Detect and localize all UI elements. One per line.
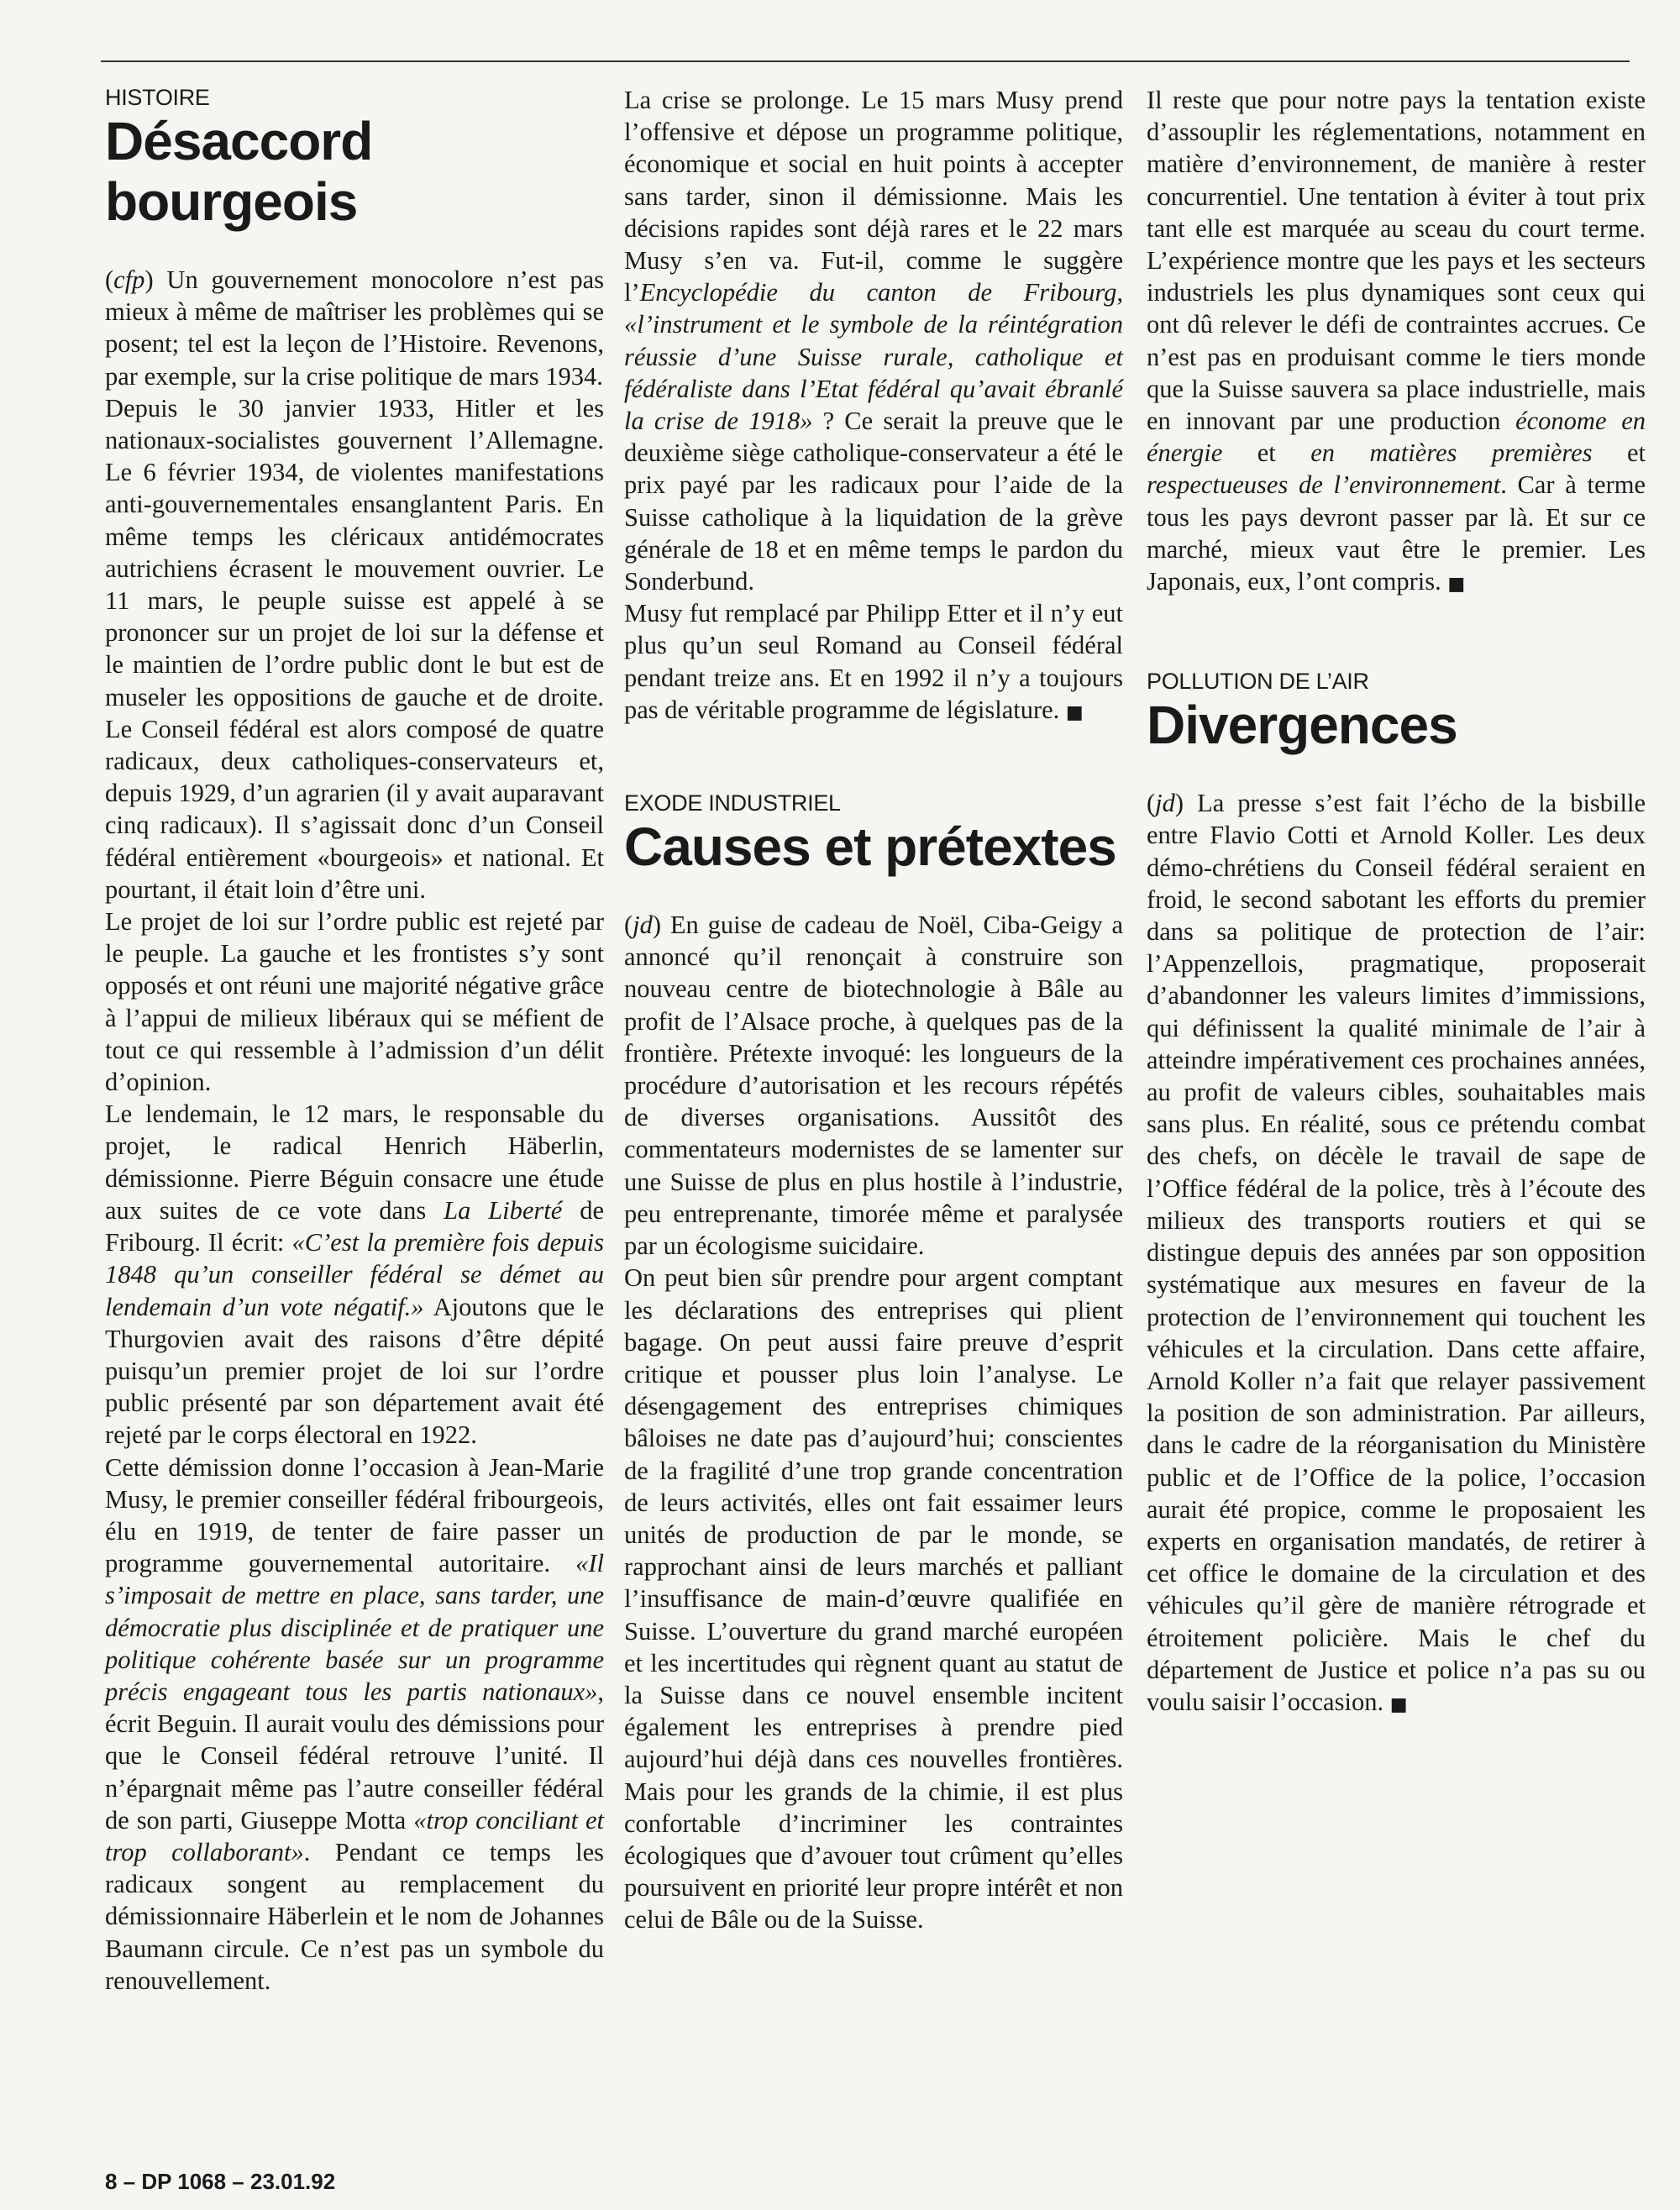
- article1-headline: Désaccord bourgeois: [105, 111, 373, 232]
- author-tag: jd: [1155, 789, 1175, 818]
- author-tag: jd: [633, 911, 653, 940]
- article1-paragraph: Depuis le 30 janvier 1933, Hitler et les nationaux-socialistes gouvernent l’Allemagne. Le 6 février 1934, de violentes manifestations anti-gouvernementales ensanglantent Paris. En même temps les cléricaux antidémocrates autrichiens écrasent le mouvement ouvrier. Le 11 mars, le peuple suisse est appelé à se prononcer sur un projet de loi sur la défense et le maintien de l’ordre public dont le but est de museler les oppositions de gauche et de droite. Le Conseil fédéral est alors composé de quatre radicaux, deux catholiques-conservateurs et, depuis 1929, d’un agrarien (il y avait auparavant cinq radicaux). Il s’agissait donc d’un Conseil fédéral entièrement «bourgeois» et national. Et pourtant, il était loin d’être uni.: [105, 393, 604, 904]
- top-rule: [101, 60, 1630, 62]
- end-mark: ■: [1389, 1693, 1408, 1715]
- column-3: [1147, 84, 1646, 1721]
- article2-paragraph: (jd) En guise de cadeau de Noël, Ciba-Geigy a annoncé qu’il renonçait à construire son nouveau centre de biotechnologie à Bâle au profit de l’Alsace proche, à quelques pas de la frontière. Prétexte invoqué: les longueurs de la procédure d’autorisation et les recours répétés de diverses organisations. Aussitôt des commentateurs modernistes de se lamenter sur une Suisse de plus en plus hostile à l’industrie, peu entreprenante, timorée même et paralysée par un écologisme suicidaire.: [624, 911, 1123, 1261]
- article3-kicker: POLLUTION DE L’AIR: [1147, 669, 1369, 695]
- article3-paragraph: (jd) La presse s’est fait l’écho de la bisbille entre Flavio Cotti et Arnold Koller. Les deux démo-chrétiens du Conseil fédéral seraient en froid, le second sabotant les efforts du premier dans sa politique de protection de l’air: l’Appenzellois, pragmatique, proposerait d’abandonner les valeurs limites d’immissions, qui définissent la qualité minimale de l’air à atteindre impérativement ces prochaines années, au profit de valeurs cibles, souhaitables mais sans plus. En réalité, sous ce prétendu combat des chefs, on décèle le travail de sape de l’Office fédéral de la police, très à l’écoute des milieux des transports routiers et qui se distingue depuis des années par son opposition systématique aux mesures en faveur de la protection de l’environnement qui touchent les véhicules et la circulation. Dans cette affaire, Arnold Koller n’a fait que relayer passivement la position de son administration. Par ailleurs, dans le cadre de la réorganisation du Ministère public et de l’Office de la police, l’occasion aurait été propice, comme le proposaient les experts en organisation mandatés, de retirer à cet office le domaine de la circulation et des véhicules qu’il gère de manière rétrograde et étroitement policière. Mais le chef du département de Justice et police n’a pas su ou voulu saisir l’occasion. ■: [1147, 789, 1646, 1716]
- column-2: [624, 84, 1123, 1936]
- article1-paragraph: Cette démission donne l’occasion à Jean-Marie Musy, le premier conseiller fédéral fribourgeois, élu en 1919, de tenter de faire passer un programme gouvernemental autoritaire. «Il s’imposait de mettre en place, sans tarder, une démocratie plus disciplinée et de pratiquer une politique cohérente basée sur un programme précis engageant tous les partis nationaux», écrit Beguin. Il aurait voulu des démissions pour que le Conseil fédéral retrouve l’unité. Il n’épargnait même pas l’autre conseiller fédéral de son parti, Giuseppe Motta «trop conciliant et trop collaborant». Pendant ce temps les radicaux songent au remplacement du démissionnaire Häberlein et le nom de Johannes Baumann circule. Ce n’est pas un symbole du renouvellement.: [105, 1452, 604, 1995]
- end-mark: ■: [1447, 574, 1466, 596]
- column-1: [105, 84, 604, 1997]
- article1-paragraph: (cfp) Un gouvernement monocolore n’est pas mieux à même de maîtriser les problèmes qui se posent; tel est la leçon de l’Histoire. Revenons, par exemple, sur la crise politique de mars 1934.: [105, 265, 604, 391]
- article2-paragraph: Il reste que pour notre pays la tentation existe d’assouplir les réglementations, notamment en matière d’environnement, de manière à rester concurrentiel. Une tentation à éviter à tout prix tant elle est marquée au sceau du court terme. L’expérience montre que les pays et les secteurs industriels les plus dynamiques sont ceux qui ont dû relever le défi de contraintes accrues. Ce n’est pas en produisant comme le tiers monde que la Suisse sauvera sa place industrielle, mais en innovant par une production économe en énergie et en matières premières et respectueuses de l’environnement. Car à terme tous les pays devront passer par là. Et sur ce marché, mieux vaut être le premier. Les Japonais, eux, l’ont compris. ■: [1147, 86, 1646, 596]
- author-tag: cfp: [113, 265, 145, 294]
- article1-kicker: HISTOIRE: [105, 85, 210, 110]
- article2-headline: Causes et prétextes: [624, 816, 1116, 878]
- article1-paragraph: La crise se prolonge. Le 15 mars Musy prend l’offensive et dépose un programme politique, économique et social en huit points à accepter sans tarder, sinon il démissionne. Mais les décisions rapides sont déjà rares et le 22 mars Musy s’en va. Fut-il, comme le suggère l’Encyclopédie du canton de Fribourg, «l’instrument et le symbole de la réintégration réussie d’une Suisse rurale, catholique et fédéraliste dans l’Etat fédéral qu’avait ébranlé la crise de 1918» ? Ce serait la preuve que le deuxième siège catholique-conservateur a été le prix payé par les radicaux pour l’aide de la Suisse catholique à la liquidation de la grève générale de 18 et en même temps le pardon du Sonderbund.: [624, 86, 1123, 596]
- article1-paragraph: Le lendemain, le 12 mars, le responsable du projet, le radical Henrich Häberlin, démissionne. Pierre Béguin consacre une étude aux suites de ce vote dans La Liberté de Fribourg. Il écrit: «C’est la première fois depuis 1848 qu’un conseiller fédéral se démet au lendemain d’un vote négatif.» Ajoutons que le Thurgovien avait des raisons d’être dépité puisqu’un premier projet de loi sur l’ordre public présenté par son département avait été rejeté par le corps électoral en 1922.: [105, 1100, 605, 1450]
- end-mark: ■: [1065, 701, 1084, 723]
- page-footer: 8 – DP 1068 – 23.01.92: [105, 2169, 336, 2194]
- article2-kicker: EXODE INDUSTRIEL: [624, 790, 841, 816]
- article2-paragraph: On peut bien sûr prendre pour argent comptant les déclarations des entreprises qui plient bagage. On peut aussi faire preuve d’esprit critique et pousser plus loin l’analyse. Le désengagement des entreprises chimiques bâloises ne date pas d’aujourd’hui; conscientes de la fragilité d’une trop grande concentration de leurs activités, elles ont fait essaimer leurs unités de production de par le monde, se rapprochant ainsi de leurs marchés et palliant l’insuffisance de main-d’œuvre qualifiée en Suisse. L’ouverture du grand marché européen et les incertitudes qui règnent quant au statut de la Suisse dans ce nouvel ensemble incitent également les entreprises à prendre pied aujourd’hui déjà dans ces nouvelles frontières. Mais pour les grands de la chimie, il est plus confortable d’incriminer les contraintes écologiques que d’avouer tout crûment qu’elles poursuivent en priorité leur propre intérêt et non celui de Bâle ou de la Suisse.: [624, 1263, 1123, 1934]
- article1-paragraph: Le projet de loi sur l’ordre public est rejeté par le peuple. La gauche et les frontistes s’y sont opposés et ont réuni une majorité négative grâce à l’appui de milieux libéraux qui se méfient de tout ce qui ressemble à l’admission d’un délit d’opinion.: [105, 907, 604, 1097]
- article1-paragraph: Musy fut remplacé par Philipp Etter et il n’y eut plus qu’un seul Romand au Conseil fédéral pendant treize ans. Et en 1992 il n’y a toujours pas de véritable programme de législature. ■: [624, 599, 1123, 724]
- article3-headline: Divergences: [1147, 695, 1457, 756]
